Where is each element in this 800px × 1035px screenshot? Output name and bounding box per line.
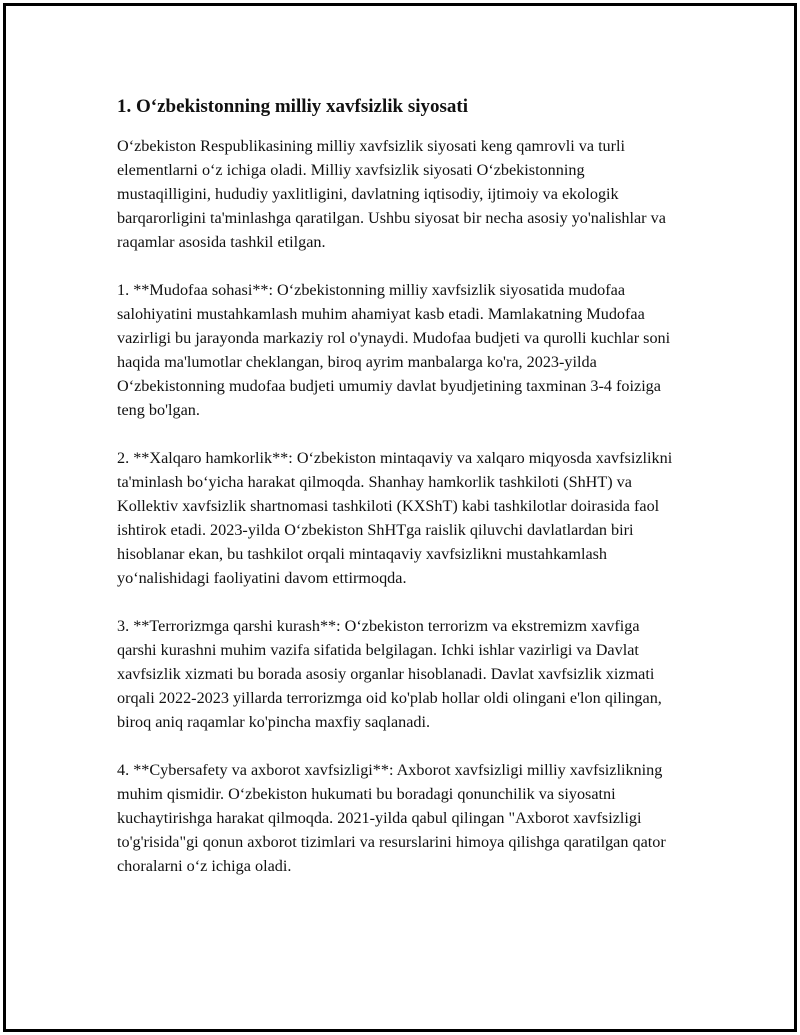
cybersecurity-paragraph: 4. **Cybersafety va axborot xavfsizligi**: Axborot xavfsizligi milliy xavfsizlikning muhim qismidir. O‘zbekiston hukumati bu boradagi qonunchilik va siyosatni kuchaytirishga harakat qilmoqda. 2021-yilda qabul qilingan "Axborot xavfsizligi to'g'risida"gi qonun axborot tizimlari va resurslarini himoya qilishga qaratilgan qator choralarni o‘z ichiga oladi. [117, 761, 666, 875]
international-cooperation-paragraph: 2. **Xalqaro hamkorlik**: O‘zbekiston mintaqaviy va xalqaro miqyosda xavfsizlikni ta'minlash bo‘yicha harakat qilmoqda. Shanhay hamkorlik tashkiloti (ShHT) va Kollektiv xavfsizlik shartnomasi tashkiloti (KXShT) kabi tashkilotlar doirasida faol ishtirok etadi. 2023-yilda O‘zbekiston ShHTga raislik qiluvchi davlatlardan biri hisoblanar ekan, bu tashkilot orqali mintaqaviy xavfsizlikni mustahkamlash yo‘nalishidagi faoliyatini davom ettirmoqda. [117, 449, 673, 587]
document-body [117, 94, 677, 902]
intro-paragraph: O‘zbekiston Respublikasining milliy xavfsizlik siyosati keng qamrovli va turli elementlarni o‘z ichiga oladi. Milliy xavfsizlik siyosati O‘zbekistonning mustaqilligini, hududiy yaxlitligini, davlatning iqtisodiy, ijtimoiy va ekologik barqarorligini ta'minlashga qaratilgan. Ushbu siyosat bir necha asosiy yo'nalishlar va raqamlar asosida tashkil etilgan. [117, 137, 666, 251]
document-title: 1. O‘zbekistonning milliy xavfsizlik siyosati [117, 96, 469, 117]
defense-paragraph: 1. **Mudofaa sohasi**: O‘zbekistonning milliy xavfsizlik siyosatida mudofaa salohiyatini mustahkamlash muhim ahamiyat kasb etadi. Mamlakatning Mudofaa vazirligi bu jarayonda markaziy rol o'ynaydi. Mudofaa budjeti va qurolli kuchlar soni haqida ma'lumotlar cheklangan, biroq ayrim manbalarga ko'ra, 2023-yilda O‘zbekistonning mudofaa budjeti umumiy davlat byudjetining taxminan 3-4 foiziga teng bo'lgan. [117, 281, 671, 419]
counter-terrorism-paragraph: 3. **Terrorizmga qarshi kurash**: O‘zbekiston terrorizm va ekstremizm xavfiga qarshi kurashni muhim vazifa sifatida belgilagan. Ichki ishlar vazirligi va Davlat xavfsizlik xizmati bu borada asosiy organlar hisoblanadi. Davlat xavfsizlik xizmati orqali 2022-2023 yillarda terrorizmga oid ko'plab hollar oldi olingani e'lon qilingan, biroq aniq raqamlar ko'pincha maxfiy saqlanadi. [117, 617, 662, 731]
